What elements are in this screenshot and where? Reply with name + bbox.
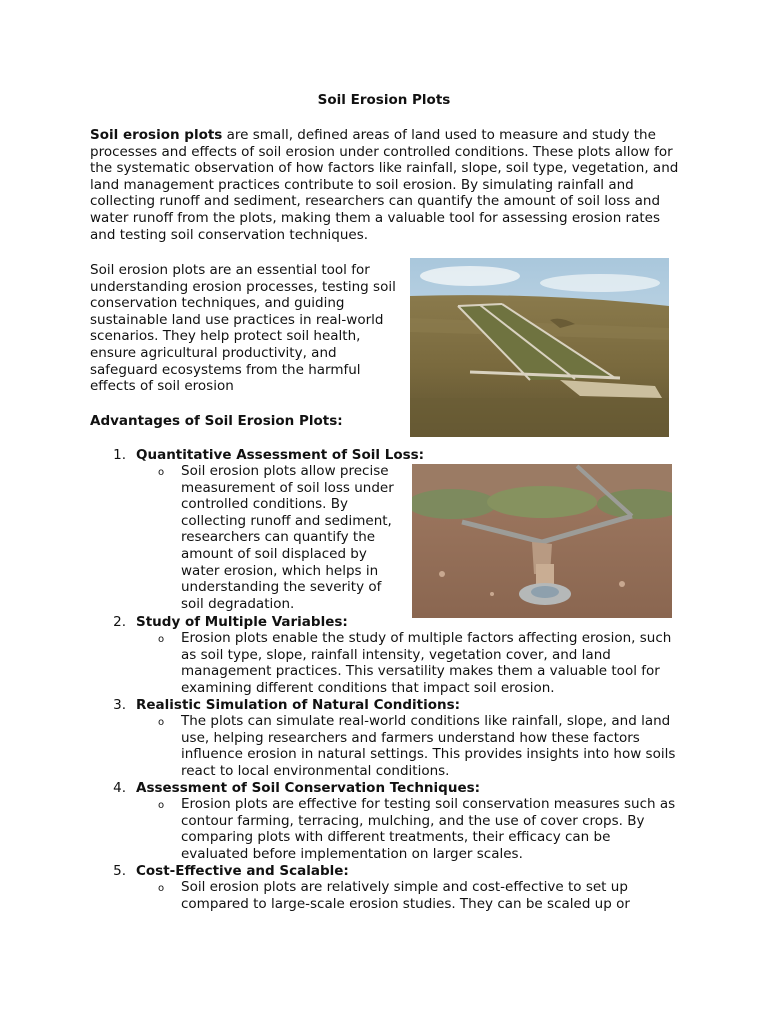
list-number-3: 3. xyxy=(113,697,126,713)
bullet-4: o xyxy=(158,800,165,811)
bullet-2: o xyxy=(158,634,165,645)
advantage-text-3: The plots can simulate real-world conditions like rainfall, slope, and land use, helping researchers and farmers understand how these factors influence erosion in natural settings. This provides insights into how soils react to local environmental conditions. xyxy=(181,713,676,779)
advantage-text-4: Erosion plots are effective for testing soil conservation measures such as contour farming, terracing, mulching, and the use of cover crops. By comparing plots with different treatments, their efficacy can be evaluated before implementation on larger scales. xyxy=(181,796,676,862)
erosion-plots-field-photo xyxy=(410,258,669,437)
advantage-title-5: Cost-Effective and Scalable: xyxy=(136,863,349,879)
advantage-title-3: Realistic Simulation of Natural Conditions: xyxy=(136,697,461,713)
document-title: Soil Erosion Plots xyxy=(317,92,451,108)
advantage-title-2: Study of Multiple Variables: xyxy=(136,614,348,630)
advantage-title-4: Assessment of Soil Conservation Techniques: xyxy=(136,780,481,796)
advantage-title-1: Quantitative Assessment of Soil Loss: xyxy=(136,447,425,463)
advantages-heading: Advantages of Soil Erosion Plots: xyxy=(90,413,343,429)
intro-paragraph xyxy=(90,127,680,243)
advantage-text-1: Soil erosion plots allow precise measurement of soil loss under controlled conditions. By collecting runoff and sediment, researchers can quantify the amount of soil displaced by water erosion, which helps in understanding the severity of soil degradation. xyxy=(181,463,394,612)
intro-text: are small, defined areas of land used to measure and study the processes and effects of soil erosion under controlled conditions. These plots allow for the systematic observation of how factors like rainfall, slope, soil type, vegetation, and land management practices contribute to soil erosion. By simulating rainfall and collecting runoff and sediment, researchers can quantify the amount of soil loss and water runoff from the plots, making them a valuable tool for assessing erosion rates and testing soil conservation techniques. xyxy=(90,127,679,243)
intro-bold-term: Soil erosion plots xyxy=(90,127,223,143)
bullet-3: o xyxy=(158,717,165,728)
list-number-1: 1. xyxy=(113,447,126,463)
advantage-text-5: Soil erosion plots are relatively simple and cost-effective to set up compared to large-scale erosion studies. They can be scaled up or xyxy=(181,879,630,912)
summary-paragraph: Soil erosion plots are an essential tool for understanding erosion processes, testing soil conservation techniques, and guiding sustainable land use practices in real-world scenarios. They help protect soil health, ensure agricultural productivity, and safeguard ecosystems from the harmful effects of soil erosion xyxy=(90,262,396,395)
list-number-2: 2. xyxy=(113,614,126,630)
list-number-5: 5. xyxy=(113,863,126,879)
bullet-1: o xyxy=(158,467,165,478)
bullet-5: o xyxy=(158,883,165,894)
list-number-4: 4. xyxy=(113,780,126,796)
runoff-collector-photo xyxy=(412,464,672,618)
advantage-text-2: Erosion plots enable the study of multiple factors affecting erosion, such as soil type, slope, rainfall intensity, vegetation cover, and land management practices. This versatility makes them a valuable tool for examining different conditions that impact soil erosion. xyxy=(181,630,672,696)
